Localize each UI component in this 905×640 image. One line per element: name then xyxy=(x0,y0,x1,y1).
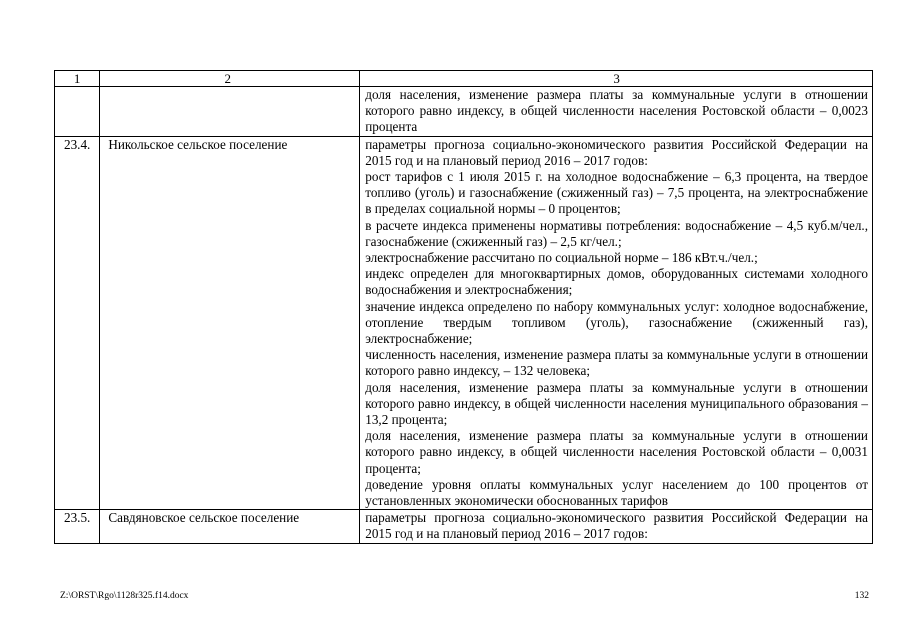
parameter-paragraph: численность населения, изменение размера платы за коммунальные услуги в отношении которого равно индексу, – 132 человека; xyxy=(365,347,868,379)
header-cell-2: 2 xyxy=(100,71,360,87)
table-row-23-4 xyxy=(55,136,873,510)
parameter-paragraph: доля населения, изменение размера платы за коммунальные услуги в отношении которого равно индексу, в общей численности населения Ростовской области – 0,0031 процента; xyxy=(365,428,868,476)
parameters-cell xyxy=(360,87,873,137)
data-table xyxy=(54,70,873,544)
table-header-row xyxy=(55,71,873,87)
parameter-paragraph: значение индекса определено по набору коммунальных услуг: холодное водоснабжение, отопление твердым топливом (уголь), газоснабжение (сжиженный газ), электроснабжение; xyxy=(365,298,868,347)
footer-file-path: Z:\ORST\Rgo\1128r325.f14.docx xyxy=(60,591,189,601)
parameter-paragraph: в расчете индекса применены нормативы потребления: водоснабжение – 4,5 куб.м/чел., газоснабжение (сжиженный газ) – 2,5 кг/чел.; xyxy=(365,217,868,249)
row-number: 23.5. xyxy=(55,510,100,543)
row-number xyxy=(55,87,100,137)
table-row-continuation xyxy=(55,87,873,137)
parameters-cell xyxy=(360,510,873,543)
table-viewport xyxy=(54,70,874,581)
footer-page-number: 132 xyxy=(854,591,869,601)
settlement-name: Никольское сельское поселение xyxy=(100,136,360,510)
settlement-name xyxy=(100,87,360,137)
header-cell-1: 1 xyxy=(55,71,100,87)
parameter-paragraph: доля населения, изменение размера платы за коммунальные услуги в отношении которого равно индексу, в общей численности населения Ростовской области – 0,0023 процента xyxy=(365,87,868,135)
parameter-paragraph: доведение уровня оплаты коммунальных услуг населением до 100 процентов от установленных экономически обоснованных тарифов xyxy=(365,476,868,509)
parameter-paragraph: доля населения, изменение размера платы за коммунальные услуги в отношении которого равно индексу, в общей численности населения муниципального образования – 13,2 процента; xyxy=(365,379,868,428)
row-number: 23.4. xyxy=(55,136,100,510)
parameter-paragraph: параметры прогноза социально-экономического развития Российской Федерации на 2015 год и на плановый период 2016 – 2017 годов: xyxy=(365,510,868,542)
parameter-paragraph: рост тарифов с 1 июля 2015 г. на холодное водоснабжение – 6,3 процента, на твердое топливо (уголь) и газоснабжение (сжиженный газ) – 7,5 процента, на электроснабжение в пределах социальной нормы – 0 процентов; xyxy=(365,169,868,217)
settlement-name: Савдяновское сельское поселение xyxy=(100,510,360,543)
parameter-paragraph: параметры прогноза социально-экономического развития Российской Федерации на 2015 год и на плановый период 2016 – 2017 годов: xyxy=(365,136,868,168)
parameter-paragraph: электроснабжение рассчитано по социальной норме – 186 кВт.ч./чел.; xyxy=(365,250,758,266)
parameters-cell xyxy=(360,136,873,510)
header-cell-3: 3 xyxy=(360,71,873,87)
table-row-23-5 xyxy=(55,510,873,543)
parameter-paragraph: индекс определен для многоквартирных домов, оборудованных системами холодного водоснабжения и электроснабжения; xyxy=(365,266,868,298)
